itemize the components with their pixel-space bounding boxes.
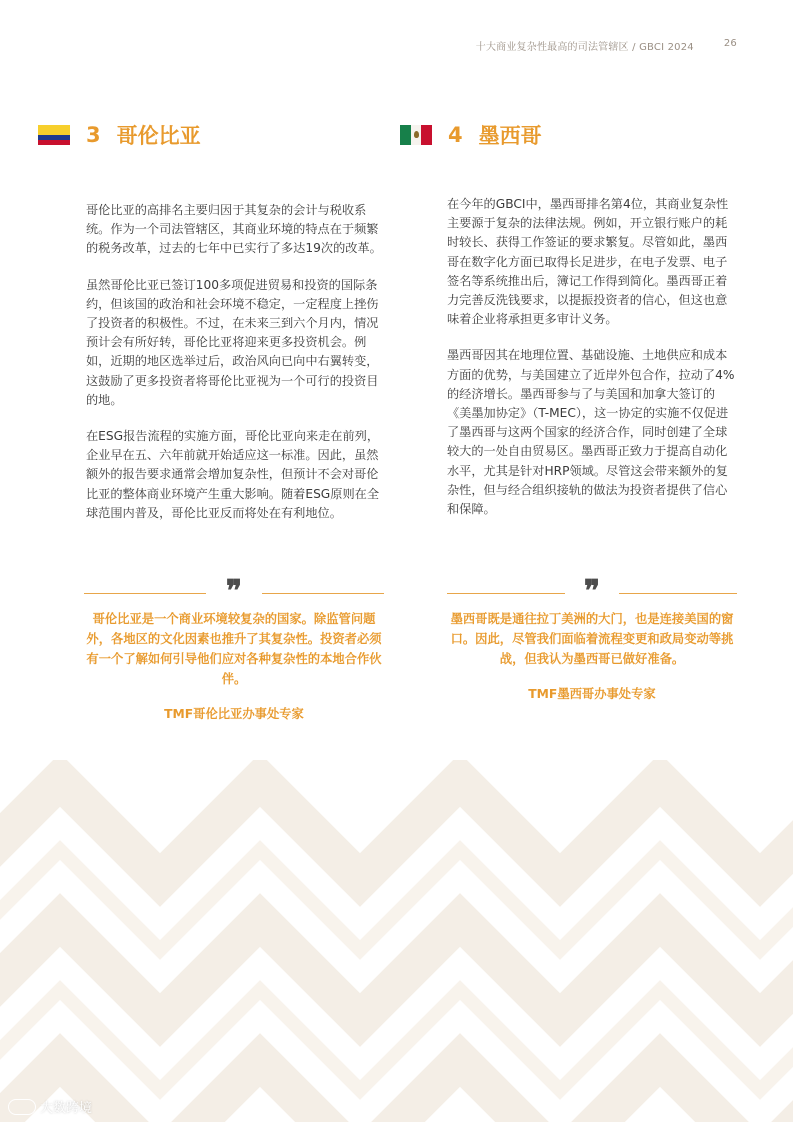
paragraph: 墨西哥因其在地理位置、基础设施、土地供应和成本方面的优势，与美国建立了近岸外包合作，拉动了4%的经济增长。墨西哥参与了与美国和加拿大签订的《美墨加协定》（T-MEC），这一协定的实施不仅促进了墨西哥与这两个国家的经济合作，同时创建了全球较大的一处自由贸易区。墨西哥正致力于提高自动化水平，尤其是针对HRP领域。尽管这会带来额外的复杂性，但与经合组织接轨的做法为投资者提供了信心和保障。	[447, 348, 735, 517]
quote-text: 墨西哥既是通往拉丁美洲的大门，也是连接美国的窗口。因此，尽管我们面临着流程变更和政局变动等挑战，但我认为墨西哥已做好准备。	[450, 612, 734, 666]
section-title-colombia	[38, 120, 201, 150]
section-number: 3	[86, 123, 101, 147]
quote-divider	[84, 574, 384, 609]
header-title: 十大商业复杂性最高的司法管辖区 / GBCI 2024	[475, 42, 694, 53]
paragraph: 在今年的GBCI中，墨西哥排名第4位，其商业复杂性主要源于复杂的法律法规。例如，开立银行账户的耗时较长、获得工作签证的要求繁复。尽管如此，墨西哥在数字化方面已取得长足进步，在电子发票、电子签名等系统推出后，簿记工作得到简化。墨西哥正着力完善反洗钱要求，以提振投资者的信心，但这也意味着企业将承担更多审计义务。	[447, 197, 729, 327]
section-heading: 哥伦比亚	[116, 124, 201, 148]
pull-quote-colombia	[84, 574, 384, 722]
colombia-flag-icon	[38, 125, 70, 145]
page-number: 26	[723, 38, 737, 49]
quote-icon: ❞	[225, 574, 243, 609]
quote-author: TMF墨西哥办事处专家	[528, 687, 656, 701]
page-header	[476, 38, 737, 53]
quote-icon: ❞	[583, 574, 601, 609]
mexico-flag-icon	[400, 125, 432, 145]
quote-divider	[447, 574, 737, 609]
section-number: 4	[448, 123, 463, 147]
paragraph: 哥伦比亚的高排名主要归因于其复杂的会计与税收系统。作为一个司法管辖区，其商业环境的特点在于频繁的税务改革，过去的七年中已实行了多达19次的改革。	[86, 203, 382, 256]
section-title-mexico	[400, 120, 542, 150]
watermark	[8, 1097, 92, 1116]
quote-text: 哥伦比亚是一个商业环境较复杂的国家。除监管问题外，各地区的文化因素也推升了其复杂性。投资者必须有一个了解如何引导他们应对各种复杂性的本地合作伙伴。	[86, 612, 382, 686]
background-pattern	[0, 760, 793, 1122]
section-body-mexico	[447, 195, 735, 536]
watermark-text: 大数跨境	[40, 1101, 93, 1116]
paragraph: 在ESG报告流程的实施方面，哥伦比亚向来走在前列，企业早在五、六年前就开始适应这一标准。因此，虽然额外的报告要求通常会增加复杂性，但预计不会对哥伦比亚的整体商业环境产生重大影响。随着ESG原则在全球范围内普及，哥伦比亚反而将处在有利地位。	[86, 429, 380, 520]
section-body-colombia	[86, 201, 382, 540]
pull-quote-mexico	[447, 574, 737, 702]
section-heading: 墨西哥	[478, 124, 542, 148]
watermark-logo-icon	[8, 1099, 36, 1115]
quote-author: TMF哥伦比亚办事处专家	[164, 707, 304, 721]
paragraph: 虽然哥伦比亚已签订100多项促进贸易和投资的国际条约，但该国的政治和社会环境不稳定，一定程度上挫伤了投资者的积极性。不过，在未来三到六个月内，情况预计会有所好转，哥伦比亚将迎来更多投资机会。例如，近期的地区选举过后，政治风向已向中右翼转变，这鼓励了更多投资者将哥伦比亚视为一个可行的投资目的地。	[86, 277, 379, 407]
